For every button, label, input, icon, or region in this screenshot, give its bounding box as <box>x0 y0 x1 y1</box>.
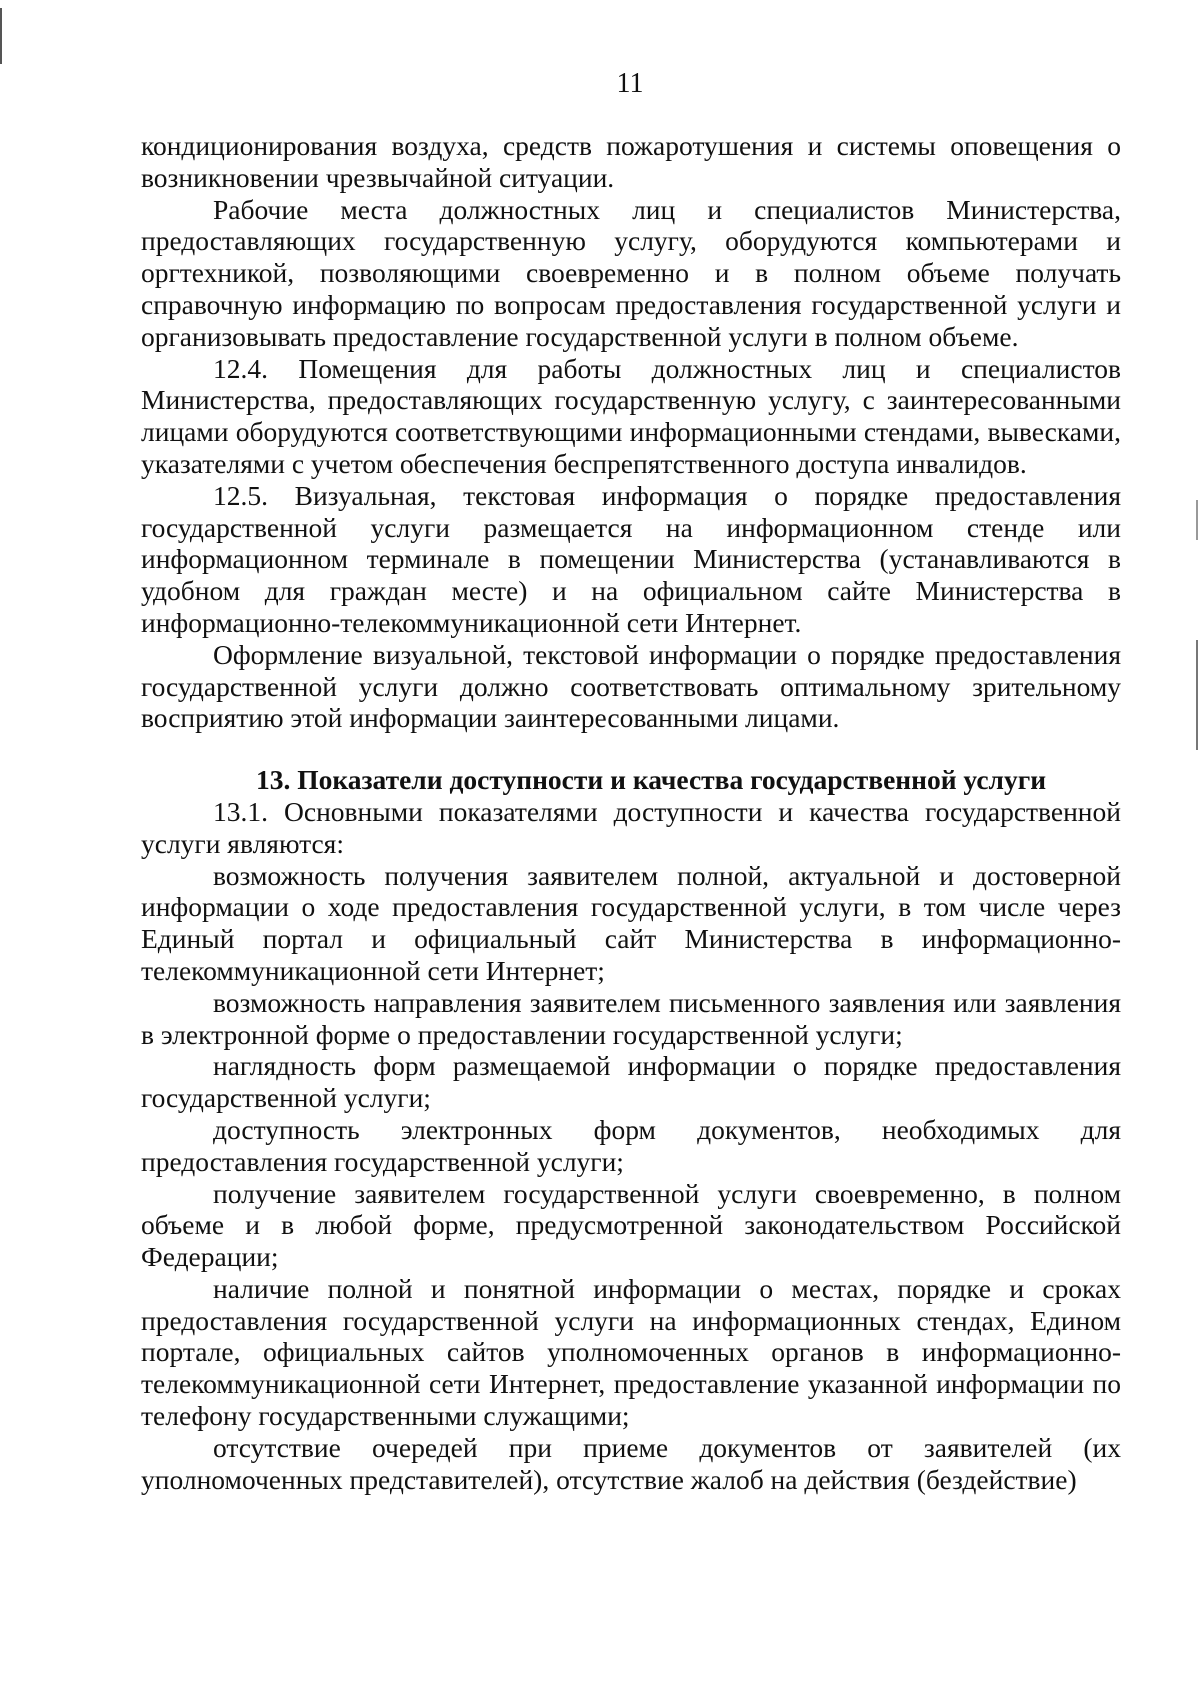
list-item: возможность получения заявителем полной, актуальной и достоверной информации о ходе предоставления государственной услуги, в том числе через Единый портал и официальный сайт Министерства в информационно-телекоммуникационной сети Интернет; <box>141 859 1121 986</box>
document-body <box>141 130 1121 1495</box>
paragraph: 12.5. Визуальная, текстовая информация о порядке предоставления государственной услуги размещается на информационном стенде или информационном терминале в помещении Министерства (устанавливаются в удобном для граждан месте) и на официальном сайте Министерства в информационно-телекоммуникационной сети Интернет. <box>141 479 1121 638</box>
paragraph: 12.4. Помещения для работы должностных лиц и специалистов Министерства, предоставляющих государственную услугу, с заинтересованными лицами оборудуются соответствующими информационными стендами, вывесками, указателями с учетом обеспечения беспрепятственного доступа инвалидов. <box>141 352 1121 479</box>
list-item: возможность направления заявителем письменного заявления или заявления в электронной форме о предоставлении государственной услуги; <box>141 986 1121 1050</box>
paragraph: Оформление визуальной, текстовой информации о порядке предоставления государственной услуги должно соответствовать оптимальному зрительному восприятию этой информации заинтересованными лицами. <box>141 638 1121 734</box>
scan-edge-mark <box>1196 500 1198 540</box>
list-item: отсутствие очередей при приеме документов от заявителей (их уполномоченных представителей), отсутствие жалоб на действия (бездействие) <box>141 1431 1121 1495</box>
scan-edge-mark <box>1196 640 1198 750</box>
list-item: наличие полной и понятной информации о местах, порядке и сроках предоставления государственной услуги на информационных стендах, Едином портале, официальных сайтов уполномоченных органов в информационно-телекоммуникационной сети Интернет, предоставление указанной информации по телефону государственными служащими; <box>141 1272 1121 1432</box>
paragraph: кондиционирования воздуха, средств пожаротушения и системы оповещения о возникновении чрезвычайной ситуации. <box>141 130 1121 193</box>
list-item: получение заявителем государственной услуги своевременно, в полном объеме и в любой форме, предусмотренной законодательством Российской Федерации; <box>141 1177 1121 1273</box>
paragraph: 13.1. Основными показателями доступности и качества государственной услуги являются: <box>141 795 1121 859</box>
section-heading: 13. Показатели доступности и качества государственной услуги <box>255 764 1047 796</box>
paragraph: Рабочие места должностных лиц и специалистов Министерства, предоставляющих государственную услугу, оборудуются компьютерами и оргтехникой, позволяющими своевременно и в полном объеме получать справочную информацию по вопросам предоставления государственной услуги и организовывать предоставление государственной услуги в полном объеме. <box>141 193 1121 352</box>
page-number: 11 <box>616 68 644 99</box>
scan-edge-mark <box>0 8 2 64</box>
list-item: доступность электронных форм документов, необходимых для предоставления государственной услуги; <box>141 1113 1121 1177</box>
list-item: наглядность форм размещаемой информации о порядке предоставления государственной услуги; <box>141 1050 1121 1114</box>
